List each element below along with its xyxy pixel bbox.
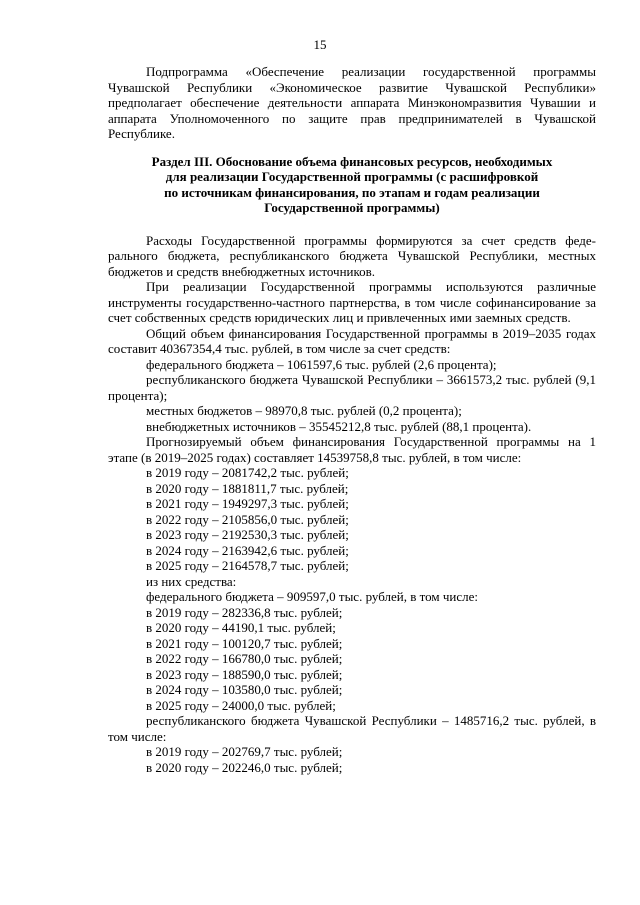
federal-stage1-line: федерального бюджета – 909597,0 тыс. рублей, в том числе:	[146, 589, 479, 604]
stage1-year-line: в 2025 году – 2164578,7 тыс. рублей;	[146, 558, 349, 573]
stage1-year-line: в 2019 году – 2081742,2 тыс. рублей;	[146, 465, 349, 480]
stage1-year-line: в 2022 году – 2105856,0 тыс. рублей;	[146, 511, 349, 527]
of-which-line: из них средства:	[146, 573, 237, 589]
section-heading-line: Раздел III. Обоснование объема финансовых ресурсов, необходимых	[151, 153, 553, 169]
local-total: местных бюджетов – 98970,8 тыс. рублей (0,2 процента);	[146, 403, 462, 418]
federal-year-line: в 2024 году – 103580,0 тыс. рублей;	[146, 682, 343, 697]
section-heading-line: по источникам финансирования, по этапам и годам реализации	[164, 184, 540, 200]
section-heading-line: для реализации Государственной программы (с расшифровкой	[165, 169, 539, 184]
federal-year-line: в 2022 году – 166780,0 тыс. рублей;	[146, 651, 343, 666]
section-heading	[108, 154, 596, 216]
expenses-paragraph: Расходы Государственной программы формируются за счет средств федерального бюджета, республиканского бюджета Чувашской Республики, местных бюджетов и средств внебюджетных источников.	[108, 232, 596, 279]
intro-paragraph: Подпрограмма «Обеспечение реализации государственной программы Чувашской Республики «Экономическое развитие Чувашской Республики» предполагает обеспечение деятельности аппарата Минэкономразвития Чувашии и аппарата Уполномоченного по защите прав предпринимателей в Чувашской Республике.	[108, 64, 596, 141]
republic-year-line: в 2019 году – 202769,7 тыс. рублей;	[146, 744, 343, 759]
republic-total: республиканского бюджета Чувашской Республики – 3661573,2 тыс. рублей (9,1 процента);	[108, 372, 596, 403]
federal-year-line: в 2025 году – 24000,0 тыс. рублей;	[146, 697, 336, 713]
stage1-paragraph: Прогнозируемый объем финансирования Государственной программы на 1 этапе (в 2019–2025 годах) составляет 14539758,8 тыс. рублей, в том числе:	[108, 434, 596, 465]
stage1-year-line: в 2021 году – 1949297,3 тыс. рублей;	[146, 496, 349, 511]
page-number: 15	[313, 37, 327, 52]
total-paragraph: Общий объем финансирования Государственной программы в 2019–2035 годах составит 40367354,4 тыс. рублей, в том числе за счет средств:	[108, 325, 596, 356]
federal-year-line: в 2023 году – 188590,0 тыс. рублей;	[146, 666, 343, 682]
stage1-year-line: в 2023 году – 2192530,3 тыс. рублей;	[146, 527, 349, 542]
instruments-paragraph: При реализации Государственной программы используются различные инструменты государственно-частного партнерства, в том числе софинансирование за счет собственных средств юридических лиц и привлеченных ими заемных средств.	[108, 279, 596, 325]
federal-year-line: в 2020 году – 44190,1 тыс. рублей;	[146, 620, 336, 635]
federal-total: федерального бюджета – 1061597,6 тыс. рублей (2,6 процента);	[146, 356, 497, 372]
section-heading-line: Государственной программы)	[264, 200, 440, 215]
federal-year-line: в 2021 году – 100120,7 тыс. рублей;	[146, 635, 343, 651]
document-body	[108, 64, 596, 775]
republic-stage1-paragraph: республиканского бюджета Чувашской Республики – 1485716,2 тыс. рублей, в том числе:	[108, 713, 596, 744]
stage1-year-line: в 2024 году – 2163942,6 тыс. рублей;	[146, 542, 349, 558]
offbudget-total: внебюджетных источников – 35545212,8 тыс. рублей (88,1 процента).	[146, 418, 532, 434]
federal-year-line: в 2019 году – 282336,8 тыс. рублей;	[146, 604, 343, 620]
republic-year-line: в 2020 году – 202246,0 тыс. рублей;	[146, 759, 343, 775]
stage1-year-line: в 2020 году – 1881811,7 тыс. рублей;	[146, 480, 349, 496]
